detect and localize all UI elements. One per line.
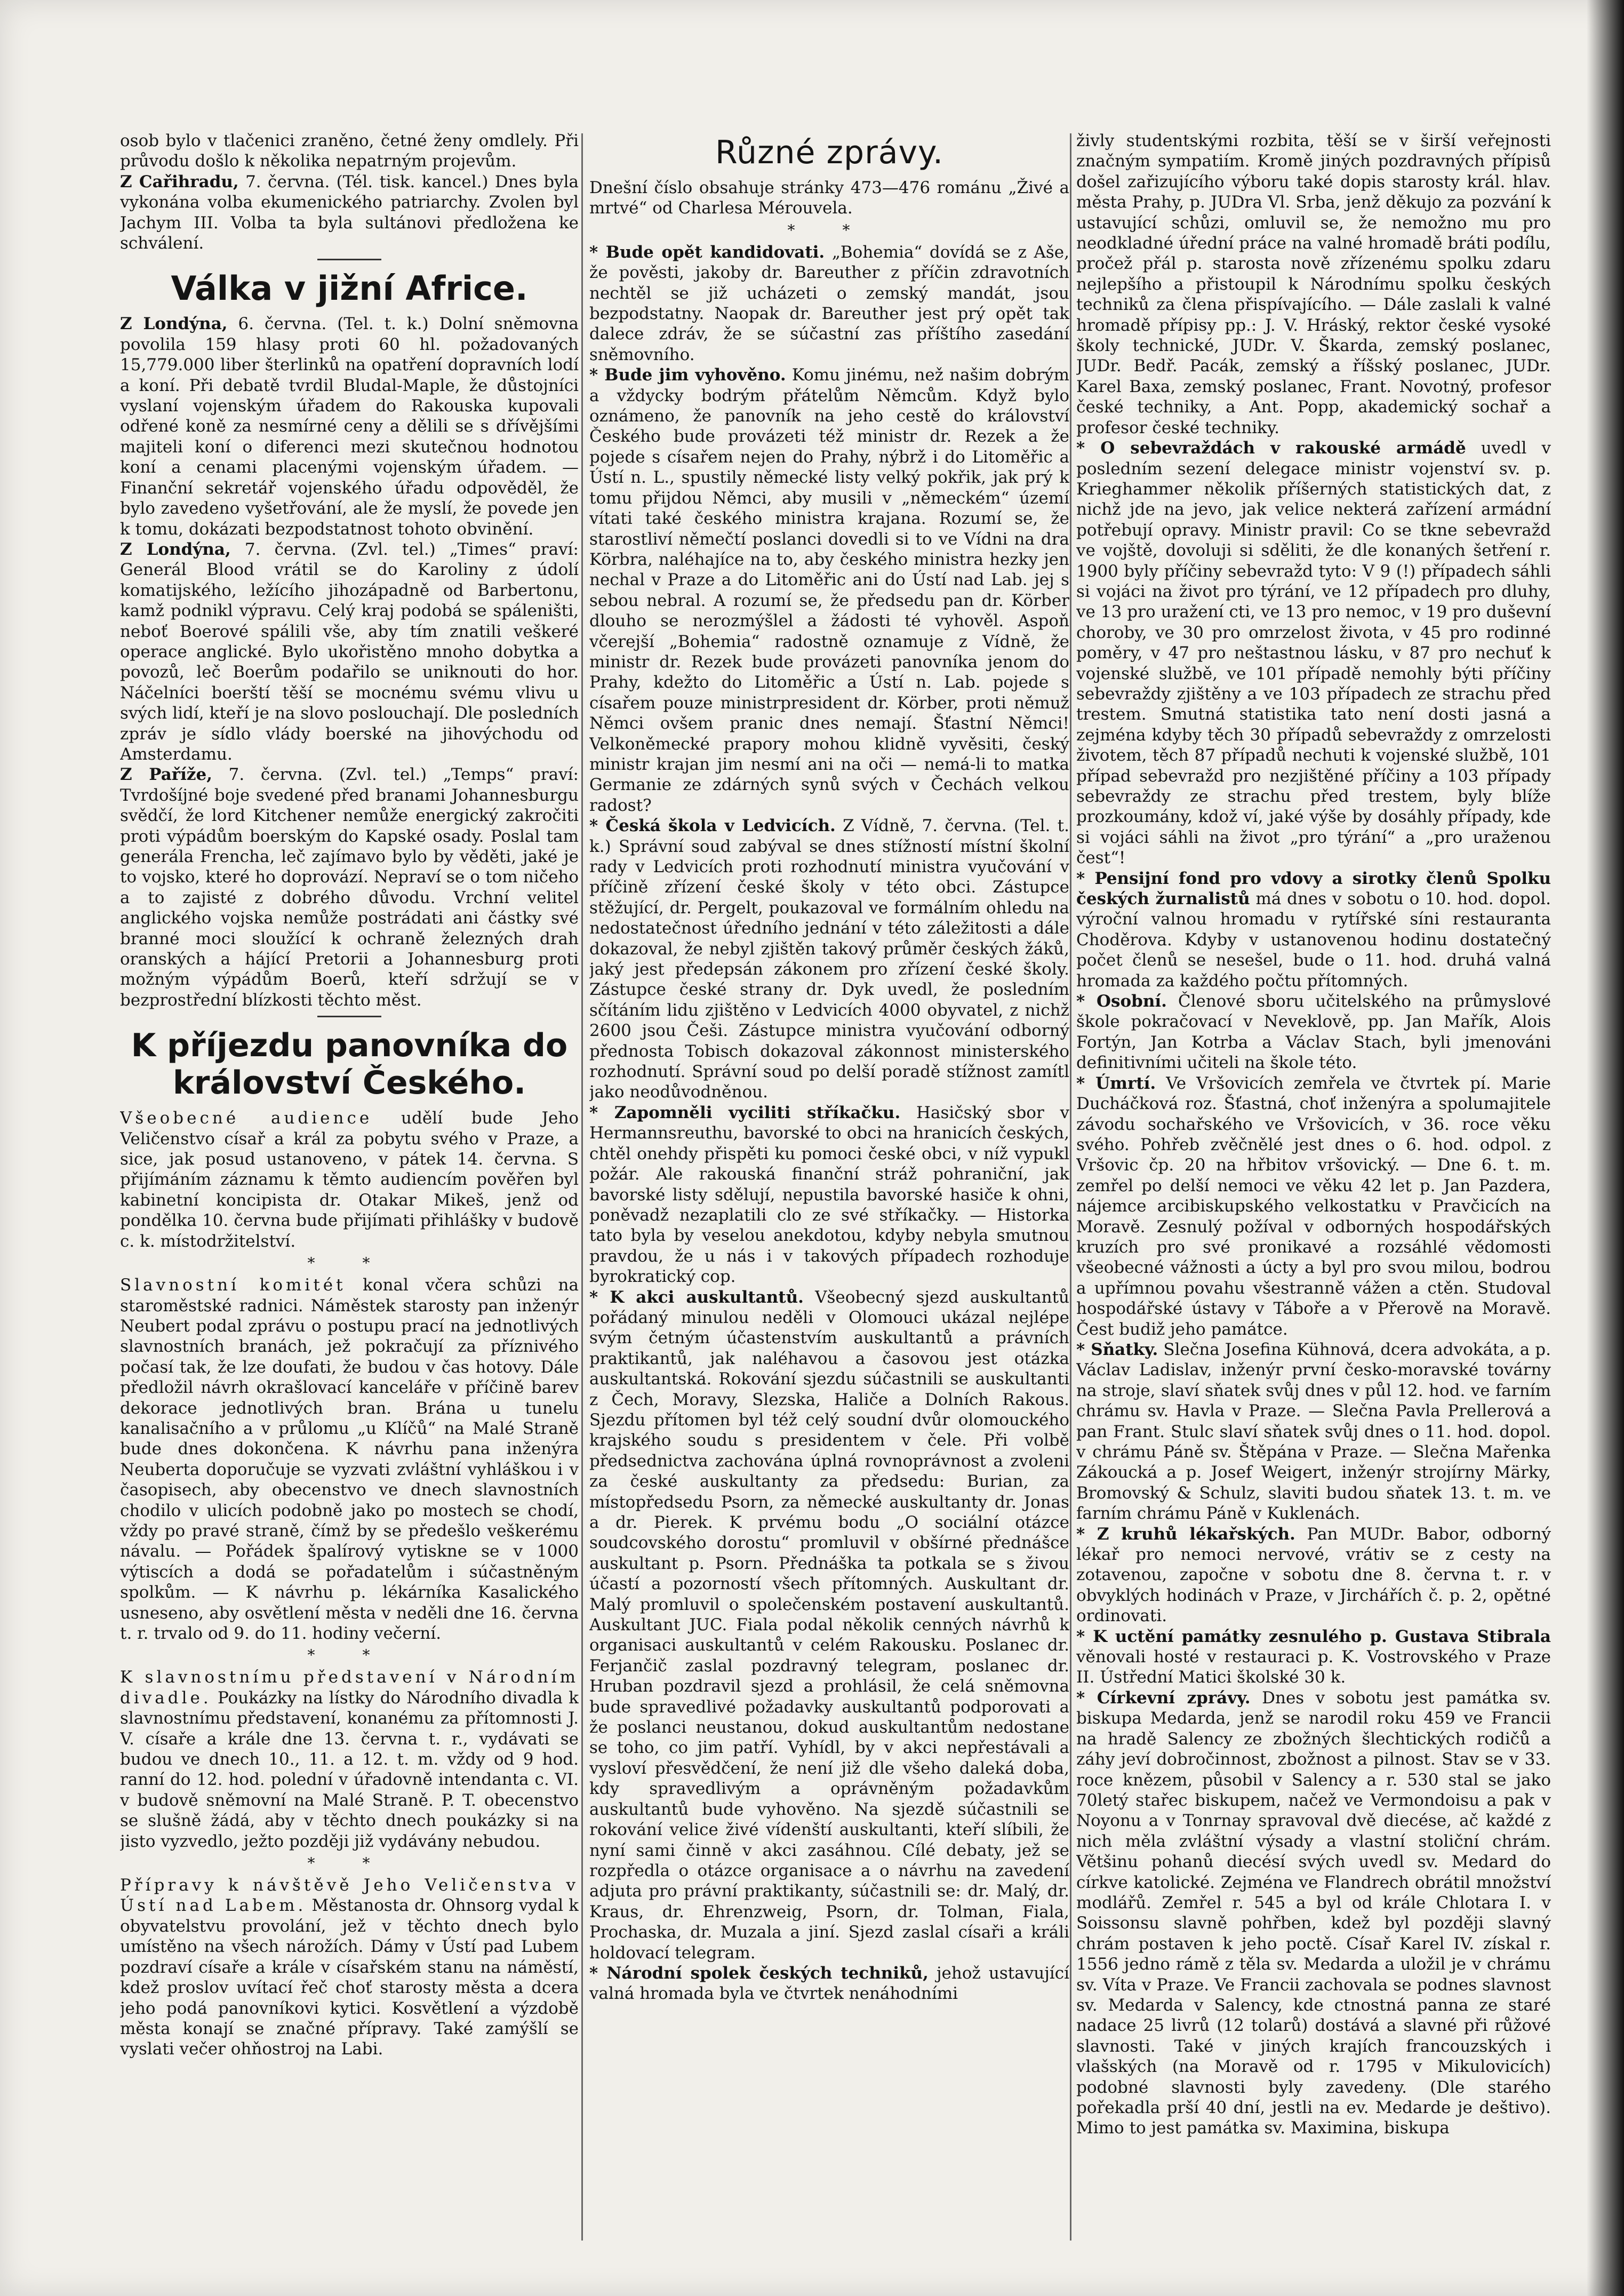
item-lead: * Zapomněli vyciliti stříkačku. — [589, 1103, 901, 1122]
separator-stars: * * — [787, 221, 871, 239]
item-lead: * Osobní. — [1076, 992, 1167, 1011]
news-item — [1076, 1688, 1551, 2139]
news-text: Pan MUDr. Babor, odborný lékař pro nemoci nervové, vrátiv se z cesty na zotavenou, započne v sobotu dne 8. června t. r. v obvyklých hodinách v Praze, v Jirchářích č. p. 2, opětné ordinovati. — [1076, 1524, 1551, 1626]
divider — [317, 1016, 381, 1017]
news-text: Hasičský sbor v Hermannsreuthu, bavorské to obci na hranicích českých, chtěl onehdy přispěti ku pomoci české obci, v níž vypukl požár. Ale rakouská finanční stráž pohraniční, jak bavorské listy sdělují, nepustila bavorské hasiče k ohni, poněvadž nezaplatili clo ze své stříkačky. — Historka tato byla by veselou anekdotou, kdyby nebyla smutnou pravdou, že u nás i v takových případech rozhoduje byrokratický cop. — [589, 1103, 1069, 1287]
news-item — [589, 1103, 1069, 1287]
dateline: Z Londýna, — [120, 539, 231, 559]
news-text: uvedl v posledním sezení delegace ministr vojenství sv. p. Krieghammer několik příšerných statistických dat, z nichž jde na jevo, jak velice nekterá zařízení armádní potřebují opravy. Ministr pravil: Co se tkne sebevražd ve vojště, dovoluji si sděliti, že dle konaných šetření r. 1900 byly příčiny sebevražd tyto: V 9 (!) případech sáhli si vojáci na život pro týrání, ve 12 případech pro dluhy, ve 13 pro uražení cti, ve 13 pro nemoc, v 19 pro duševní choroby, ve 30 pro omrzelost života, v 45 pro rodinné poměry, v 47 pro neštastnou lásku, v 87 pro nechuť k vojenské službě, ve 101 případě nemohly býti příčiny sebevraždy zjištěny a ve 103 případech ze strachu před trestem. Smutná statistika tato není dosti jasná a zejména kdyby těch 30 případů sebevraždy z omrzelosti životem, těch 87 případů nechuti k vojenské službě, 101 případ sebevražd pro nezjištěné příčiny a 103 případy sebevraždy ze strachu před trestem, byly blíže prozkoumány, kdož ví, jaké výše by dosáhly případy, kde si vojáci sáhli na život „pro týrání“ a „pro uraženou čest“! — [1076, 439, 1551, 868]
news-item — [120, 1667, 579, 1852]
column-rule-right — [1070, 133, 1071, 2241]
column-left — [120, 131, 579, 2259]
item-lead: Přípravy k návštěvě Jeho Veličenstva v Ústí nad Labem. — [120, 1876, 579, 1916]
separator-stars: * * — [307, 1854, 391, 1872]
news-item — [1076, 1524, 1551, 1627]
item-lead: * Národní spolek českých techniků, — [589, 1963, 929, 1983]
news-text: má dnes v sobotu o 10. hod. dopol. výroční valnou hromadu v rytířské síni restauranta Choděrova. Kdyby v ustanovenou hodinu dostatečný počet členů se nesešel, bude o 11. hod. druhá valná hromada za každého počtu přítomných. — [1076, 889, 1551, 991]
section-heading: Různé zprávy. — [715, 134, 944, 171]
news-item — [1076, 991, 1551, 1073]
item-lead: * K uctění památky zesnulého p. Gustava Stibrala — [1076, 1627, 1551, 1646]
news-item — [120, 1275, 579, 1644]
column-rule-left — [581, 133, 583, 2241]
dateline: Z Londýna, — [120, 314, 228, 334]
news-item — [1076, 1627, 1551, 1688]
news-item — [589, 242, 1069, 365]
news-item — [589, 1287, 1069, 1963]
divider — [317, 259, 381, 260]
news-text: 7. června. (Zvl. tel.) „Times“ praví: Generál Blood vrátil se do Karoliny z údolí komatijského, ležícího jihozápadně od Barbertonu, kamž podnikl výpravu. Celý kraj podobá se spáleništi, neboť Boerové spálili vše, aby tím znatili veškeré operace anglické. Bylo ukořistěno mnoho dobytka a povozů, leč Boerům podařilo se uniknouti do hor. Náčelníci boerští těší se mocnému svému vlivu u svých lidí, kteří je na slovo poslouchají. Dle posledních zpráv je sídlo vlády boerské na jihovýchodu od Amsterdamu. — [120, 539, 579, 764]
news-text: Komu jinému, než našim dobrým a vždycky bodrým přátelům Němcům. Když bylo oznámeno, že panovník na jeho cestě do království Českého bude provázeti též ministr dr. Rezek a že pojede s císařem nejen do Prahy, nýbrž i do Litoměřic a Ústí n. L., spustily německé listy velký pokřik, jak prý k tomu přijdou Němci, aby musili v „německém“ území vítati také českého ministra krajana. Rozumí se, že starostliví němečtí poslanci dovedli si to ve Vídni na dra Körbra, naléhajíce na to, aby českého ministra hezky jen nechal v Praze a do Litoměřic ani do Ústí nad Lab. jej s sebou nebral. A rozumí se, že předsedu pan dr. Körber dlouho se nerozmýšlel a žádosti té vyhověl. Aspoň včerejší „Bohemia“ radostně oznamuje z Vídně, že ministr dr. Rezek bude provázeti panovníka jenom do Prahy, kdežto do Litoměřic a Ústí n. Lab. pojede s císařem pouze ministrpresident dr. Körber, proti němuž Němci ovšem pranic dnes nemají. Šťastní Němci! Velkoněmecké prapory mohou klidně vyvěsiti, český ministr krajan jim nesmí ani na oči — nemá-li to matka Germanie ze zdárných synů svých v Čechách velkou radost? — [589, 365, 1069, 815]
news-item — [120, 539, 579, 764]
news-item — [1076, 1073, 1551, 1340]
news-text: Členové sboru učitelského na průmyslové škole pokračovací v Neveklově, pp. Jan Mařík, Alois Fortýn, Jan Kotrba a Václav Stach, byli jmenováni definitivními učiteli na škole této. — [1076, 992, 1551, 1073]
news-item — [120, 314, 579, 539]
news-text: Z Vídně, 7. června. (Tel. t. k.) Správní soud zabýval se dnes stížností místní školní rady v Ledvicích proti rozhodnutí ministra vyučování v příčině zřízení české školy v této obci. Zástupce stěžující, dr. Pergelt, poukazoval ve formálním ohledu na nedostatečnost úředního jednání v této záležitosti a dále dokazoval, že nebyl zjištěn takový průměr českých žáků, jaký jest předepsán zákonem pro zřízení české školy. Zástupce české strany dr. Dyk uvedl, že posledním sčítáním lidu zjištěno v Ledvicích 4000 obyvatel, z nichž 2600 jsou Češi. Zástupce ministra vyučování odborný přednosta Tobisch dokazoval zákonnost ministerského rozhodnutí. Správní soud po delší poradě stížnost zamítl jako neodůvodněnou. — [589, 816, 1069, 1102]
news-item — [120, 1875, 579, 2060]
news-text: udělí bude Jeho Veličenstvo císař a král za pobytu svého v Praze, a sice, jak posud ustanoveno, v pátek 14. června. S přijímáním záznamu k těmto audiencím pověřen byl kabinetní koncipista dr. Otakar Mikeš, jenž od pondělka 10. června bude přijímati přihlášky v budově c. k. místodržitelství. — [120, 1109, 579, 1251]
item-lead: Slavnostní komitét — [120, 1275, 346, 1295]
separator-stars: * * — [307, 1646, 391, 1664]
news-text: Dnes v sobotu jest památka sv. biskupa Medarda, jenž se narodil roku 459 ve Francii na hradě Salency ze zbožných šlechtických rodičů a záhy jeví dobročinnost, zbožnost a pilnost. Stav se v 33. roce knězem, působil v Salency a r. 530 stal se jako 70letý stařec biskupem, načež ve Vermondoisu a pak v Noyonu a v Tonrnay spravoval dvě diecése, ač každé z nich měla zvláštní výsady a vlastní stoliční chrám. Většinu pohanů diecésí svých uvedl sv. Medard do církve katolické. Zejména ve Flandrech obrátil množství modlářů. Zemřel r. 545 a byl od krále Chlotara I. v Soissonsu slavně pohřben, kdež byl později slavný chrám postaven k jeho poctě. Císař Karel IV. získal r. 1556 jedno rámě z těla sv. Medarda a uložil je v chrámu sv. Víta v Praze. Ve Francii zachovala se podnes slavnost sv. Medarda v Salency, kde ctnostná panna ze staré nadace 25 livrů (12 tolarů) dostává a slavné při růžové slavnosti. Také v jiných krajích francouzských i vlašských (na Moravě od r. 1795 v Mikulovicích) podobné slavnosti byly zavedeny. (Dle starého pořekadla prší 40 dní, jestli na ev. Medarde je deštivo). Mimo to jest památka sv. Maximina, biskupa — [1076, 1688, 1551, 2138]
article-text: osob bylo v tlačenici zraněno, četné ženy omdlely. Při průvodu došlo k několika nepatrným projevům. — [120, 131, 579, 171]
news-item — [589, 365, 1069, 816]
item-lead: * Bude jim vyhověno. — [589, 365, 786, 385]
column-middle — [589, 131, 1069, 2259]
item-lead: * Úmrtí. — [1076, 1073, 1156, 1093]
item-lead: * Církevní zprávy. — [1076, 1688, 1251, 1708]
item-lead: * Z kruhů lékařských. — [1076, 1524, 1295, 1544]
news-item — [120, 764, 579, 1010]
scan-dark-edge — [1587, 0, 1624, 2296]
item-lead: Všeobecné audience — [120, 1109, 373, 1128]
item-lead: * Pensijní fond pro vdovy a sirotky členů Spolku českých žurnalistů — [1076, 868, 1551, 909]
news-text: věnovali hosté v restauraci p. K. Vostrovského v Praze II. Ústřední Matici školské 30 k. — [1076, 1647, 1551, 1687]
news-item — [120, 172, 579, 254]
news-text: 6. června. (Tel. t. k.) Dolní sněmovna povolila 159 hlasy proti 60 hl. požadovaných 15,779.000 liber šterlinků na opatření dopravních lodí a koní. Při debatě tvrdil Bludal-Maple, že důstojníci vyslaní vojenským úřadem do Rakouska kupovali odřené koně za nesmírné ceny a dělili se s dřívějšími majiteli koní o diferenci mezi skutečnou hodnotou koní a cenami placenými vojenským úřadem. — Finanční sekretář vojenského úřadu odpověděl, že bylo zavedeno vyšetřování, ale že myslí, že povede jen k tomu, dokázati bezpodstatnost tohoto obvinění. — [120, 314, 579, 539]
item-lead: * Česká škola v Ledvicích. — [589, 816, 836, 836]
item-lead: * Sňatky. — [1076, 1340, 1158, 1359]
item-lead: * K akci auskultantů. — [589, 1287, 804, 1307]
item-lead: * O sebevraždách v rakouské armádě — [1076, 439, 1466, 458]
separator-stars: * * — [307, 1254, 391, 1272]
news-item — [1076, 438, 1551, 868]
news-text: 7. června. (Zvl. tel.) „Temps“ praví: Tvrdošíjné boje svedené před branami Johannesburgu svědčí, že lord Kitchener nemůže energický zakročiti proti výpádům boerským do Kapské osady. Poslal tam generála Frencha, leč zajímavo bylo by věděti, jaké je to vojsko, které ho doprovází. Nepraví se o tom ničeho a to zajisté z dobrého důvodu. Vrchní velitel anglického vojska nemůže postrádati ani částky své branné moci sloužící k ochraně železných drah oranských a hájící Pretorii a Johannesburg proti možným výpádům Boerů, kteří sdržují se v bezprostřední blízkosti těchto měst. — [120, 765, 579, 1010]
news-text: živly studentskými rozbita, těší se v širší veřejnosti značným sympatiím. Kromě jiných pozdravných přípisů došel zařizujícího výboru také dopis starosty král. hlav. města Prahy, p. JUDra Vl. Srba, jenž děkujo za pozvání k ustavující schůzi, omluvil se, že nemožno mu pro neodkladné úřední práce na valné hromadě bráti podílu, pročež přál p. starosta nově zřízenému spolku zdaru nejlepšího a přistoupil k Národnímu spolku českých techniků za člena přispívajícího. — Dále zaslali k valné hromadě přípisy pp.: J. V. Hráský, rektor české vysoké školy technické, JUDr. V. Škarda, zemský poslanec, JUDr. Bedř. Pacák, zemský a říšský poslanec, JUDr. Karel Baxa, zemský poslanec, Frant. Novotný, profesor české techniky, a Ant. Popp, akademický sochař a profesor české techniky. — [1076, 131, 1551, 437]
news-item — [120, 1108, 579, 1251]
news-text: „Bohemia“ dovídá se z Aše, že pověsti, jakoby dr. Bareuther z příčin zdravotních nechtěl se již ucházeti o zemský mandát, jsou bezpodstatny. Naopak dr. Bareuther jest prý opět tak dalece zdráv, že se súčastní zas příštího zasedání sněmovního. — [589, 242, 1069, 364]
intro-text: Dnešní číslo obsahuje stránky 473—476 románu „Živé a mrtvé“ od Charlesa Mérouvela. — [589, 178, 1069, 218]
news-text: Městanosta dr. Ohnsorg vydal k obyvatelstvu provolání, jež v těchto dnech bylo umístěno na všech nárožích. Dámy v Ústí pad Lubem pozdraví císaře a krále v císařském stanu na náměstí, kdež proslov uvítací řeč choť starosty města a dcera jeho podá panovníkovi kytici. Kosvětlení a výzdobě města konají se značné přípravy. Také zamýšlí se vyslati večer ohňostroj na Labi. — [120, 1896, 579, 2059]
news-item — [589, 816, 1069, 1103]
news-item — [1076, 868, 1551, 991]
news-text: konal včera schůzi na staroměstské radnici. Náměstek starosty pan inženýr Neubert podal zprávu o postupu prací na jednotlivých slavnostních branách, jež pokračují za příznivého počasí tak, že lze doufati, že budou v čas hotovy. Dále předložil návrh okrašlovací kanceláře v příčině barev dekorace jednotlivých bran. Brána u tunelu kanalisačního a v průlomu „u Klíčů“ na Malé Straně bude dnes dokončena. K návrhu pana inženýra Neuberta doporučuje se vyzvati zvláštní vyhláškou i v časopisech, aby obecenstvo ve dnech slavnostních chodilo v ulicích podobně jako po mostech se chodí, vždy po pravé straně, čímž by se předešlo veškerému návalu. — Pořádek špalírový vytiskne se v 1000 výtiscích a dodá se pořadatelům i súčastněným spolkům. — K návrhu p. lékárníka Kasalického usneseno, aby osvětlení města v neděli dne 16. června t. r. trvalo od 9. do 11. hodiny večerní. — [120, 1275, 579, 1643]
news-text: Poukázky na lístky do Národního divadla k slavnostnímu představení, konanému za přítomnosti J. V. císaře a krále dne 13. června t. r., vydávati se budou ve dnech 10., 11. a 12. t. m. vždy od 9 hod. ranní do 12. hod. polední v úřadovně intendanta c. VI. v budově sněmovní na Malé Straně. P. T. obecenstvo se slušně žádá, aby v těchto dnech poukázky si na jisto vyzvedlo, ježto později již vydávány nebudou. — [120, 1688, 579, 1851]
news-text: 7. června. (Tél. tisk. kancel.) Dnes byla vykonána volba ekumenického patriarchy. Zvolen byl Jachym III. Volba ta byla sultánovi předložena ke schválení. — [120, 172, 579, 253]
news-item — [589, 1963, 1069, 2004]
dateline: Z Paříže, — [120, 765, 213, 785]
news-text: jehož ustavující valná hromada byla ve čtvrtek nenáhodními — [589, 1963, 1069, 2004]
news-text: Slečna Josefina Kühnová, dcera advokáta, a p. Václav Ladislav, inženýr první česko-moravské továrny na stroje, slaví sňatek svůj dnes v půl 12. hod. ve farním chrámu sv. Havla v Praze. — Slečna Pavla Prellerová a pan Frant. Stulc slaví sňatek svůj dnes o 11. hod. dopol. v chrámu Páně sv. Štěpána v Praze. — Slečna Mařenka Zákoucká a p. Josef Weigert, inženýr strojírny Märky, Bromovský & Schulz, slaviti budou sňatek 13. t. m. ve farním chrámu Páně v Kuklenách. — [1076, 1340, 1551, 1524]
column-right — [1076, 131, 1551, 2259]
news-item — [1076, 1340, 1551, 1524]
item-lead: * Bude opět kandidovati. — [589, 242, 825, 262]
item-lead: K slavnostnímu představení v Národním divadle. — [120, 1668, 579, 1708]
news-text: Všeobecný sjezd auskultantů pořádaný minulou neděli v Olomouci ukázal nejlépe svým četným účastenstvím auskultantů a právních praktikantů, jak naléhavou a časovou jest otázka auskultantská. Rokování sjezdu súčastnili se auskultanti z Čech, Moravy, Slezska, Haliče a Dolních Rakous. Sjezdu přítomen byl též celý soudní dvůr olomouckého krajského soudu s presidentem v čele. Při volbě předsednictva zachována úplná rovnoprávnost a zvoleni za české auskultanty za předsedu: Burian, za místopředsedu Psorn, za německé auskultanty dr. Jonas a dr. Pierek. K prvému bodu „O sociální otázce soudcovského dorostu“ promluvil v obšírné přednášce auskultant p. Psorn. Přednáška ta potkala se s živou účastí a pozorností všech přítomných. Auskultant dr. Malý promluvil o společenském postavení auskultantů. Auskultant JUC. Fiala podal několik cenných návrhů k organisaci auskultantů v celém Rakousku. Poslanec dr. Ferjančič zaslal pozdravný telegram, poslanec dr. Hruban pozdravil sjezd a prohlásil, že celá sněmovna bude spravedlivé požadavky auskultantů podporovati a že poslanci neustanou, dokud auskultantům nedostane se toho, co jim patří. Vyhídl, by v akci nepřestávali a vysloví přesvědčení, že není již dle všeho daleká doba, kdy spravedlivým a oprávněným požadavkům auskultantů bude vyhověno. Na sjezdě súčastnili se rokování velice živé vídenští auskultanti, kteří slíbili, že nyní sami činně v akci zasáhnou. Cílé debaty, jež se rozpředla o otázce organisace a o návrhu na zavedení adjuta pro právní praktikanty, súčastnili se: dr. Malý, dr. Kraus, dr. Ehrenzweig, Psorn, dr. Tolman, Fiala, Prochaska, dr. Muzala a jiní. Sjezd zaslal císaři a králi holdovací telegram. — [589, 1287, 1069, 1963]
dateline: Z Cařihradu, — [120, 172, 239, 192]
section-heading: K příjezdu panovníka do království Českého. — [131, 1027, 568, 1102]
news-text: Ve Vršovicích zemřela ve čtvrtek pí. Marie Ducháčková roz. Šťastná, choť inženýra a spolumajitele závodu sochařského ve Vršovicích, v 36. roce věku svého. Pohřeb zvěčnělé jest dnes o 6. hod. odpol. z Vršovic čp. 20 na hřbitov vršovický. — Dne 6. t. m. zemřel po delší nemoci ve věku 42 let p. Jan Pazdera, nájemce arcibiskupského velkostatku v Pravčicích na Moravě. Zesnulý požíval v odborných hospodářských kruzích pro své pronikavé a rozsáhlé vědomosti všeobecné vážnosti a úcty a byl pro svou milou, bodrou a upřímnou povahu všestranně vážen a ctěn. Studoval hospodářské ústavy v Táboře a v Přerově na Moravě. Čest budiž jeho památce. — [1076, 1073, 1551, 1339]
section-heading: Válka v jižní Africe. — [171, 269, 528, 308]
